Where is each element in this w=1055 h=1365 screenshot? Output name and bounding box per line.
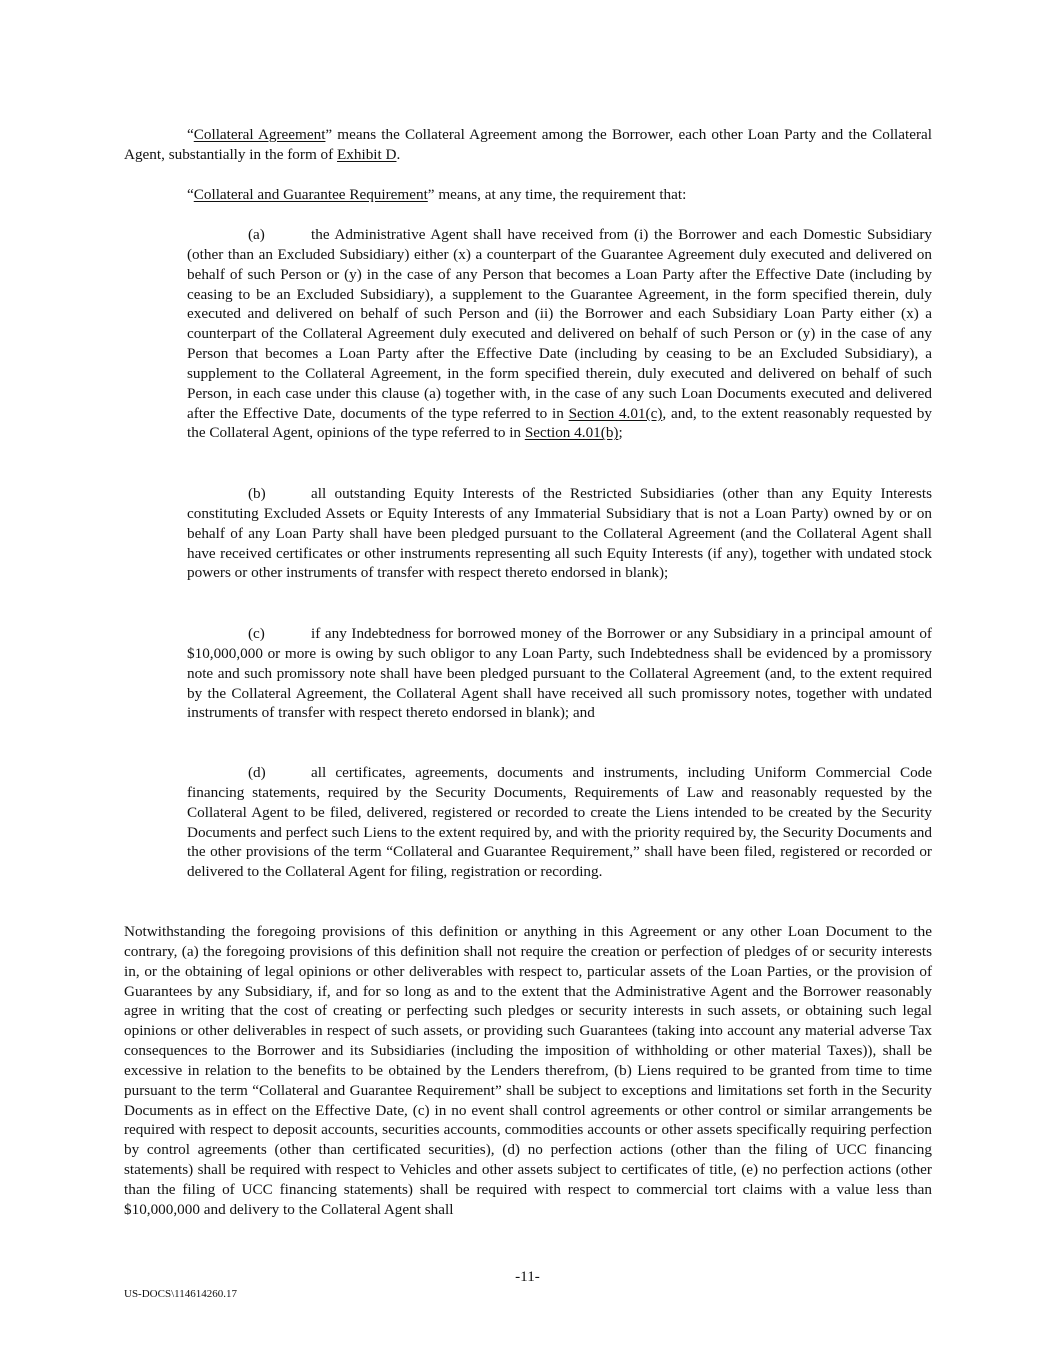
- exhibit-d-reference: Exhibit D: [337, 145, 397, 163]
- defined-term-collateral-and-guarantee-requirement: Collateral and Guarantee Requirement: [193, 186, 428, 203]
- defined-term-collateral-agreement: Collateral Agreement: [193, 126, 326, 143]
- definition-collateral-agreement: “Collateral Agreement” means the Collateral Agreement among the Borrower, each other Loan Party and the Collateral Agent, substantially in the form of Exhibit D.: [124, 126, 932, 163]
- document-id: US-DOCS\114614260.17: [124, 1288, 237, 1300]
- clause-d-label: (d): [248, 764, 266, 781]
- clause-c-label: (c): [248, 625, 265, 642]
- clause-b: (b) all outstanding Equity Interests of the Restricted Subsidiaries (other than any Equity Interests constituting Excluded Assets or Equity Interests of any Immaterial Subsidiary that is not a Loan Party) owned by or on behalf of any Loan Party shall have been pledged pursuant to the Collateral Agreement (and the Collateral Agent shall have received certificates or other instruments representing all such Equity Interests (if any), together with undated stock powers or other instruments of transfer with respect thereto endorsed in blank);: [187, 485, 932, 582]
- clause-c: (c) if any Indebtedness for borrowed money of the Borrower or any Subsidiary in a principal amount of $10,000,000 or more is owing by such obligor to any Loan Party, such Indebtedness shall be evidenced by a promissory note and such promissory note shall have been pledged pursuant to the Collateral Agreement (and, to the extent required by the Collateral Agreement, the Collateral Agent shall have received all such promissory notes, together with undated instruments of transfer with respect thereto endorsed in blank); and: [187, 625, 932, 722]
- notwithstanding-paragraph: Notwithstanding the foregoing provisions of this definition or anything in this Agreement or any other Loan Document to the contrary, (a) the foregoing provisions of this definition shall not require the creation or perfection of pledges of or security interests in, or the obtaining of legal opinions or other deliverables with respect to, particular assets of the Loan Parties, or the provision of Guarantees by any Subsidiary, if, and for so long as and to the extent that the Administrative Agent and the Borrower reasonably agree in writing that the cost of creating or perfecting such pledges or security interests in such assets, or obtaining such legal opinions or other deliverables in respect of such assets, or providing such Guarantees (taking into account any material adverse Tax consequences to the Borrower and its Subsidiaries (including the imposition of withholding or other material Taxes)), shall be excessive in relation to the benefits to be obtained by the Lenders therefrom, (b) Liens required to be granted from time to time pursuant to the term “Collateral and Guarantee Requirement” shall be subject to exceptions and limitations set forth in the Security Documents as in effect on the Effective Date, (c) in no event shall control agreements or other control or similar arrangements be required with respect to deposit accounts, securities accounts, commodities accounts or other assets specifically requiring perfection by control agreements (other than certificated securities), (d) no perfection actions (other than the filing of UCC financing statements) shall be required with respect to Vehicles and other assets subject to certificates of title, (e) no perfection actions (other than the filing of UCC financing statements) shall be required with respect to commercial tort claims with a value less than $10,000,000 and delivery to the Collateral Agent shall: [124, 923, 932, 1218]
- page-number: -11-: [515, 1268, 540, 1285]
- clause-a: (a) the Administrative Agent shall have received from (i) the Borrower and each Domestic Subsidiary (other than an Excluded Subsidiary) either (x) a counterpart of the Guarantee Agreement duly executed and delivered on behalf of such Person or (y) in the case of any Person that becomes a Loan Party after the Effective Date (including by ceasing to be an Excluded Subsidiary), a supplement to the Guarantee Agreement, in the form specified therein, duly executed and delivered on behalf of such Person and (ii) the Borrower and each Subsidiary Loan Party either (x) a counterpart of the Collateral Agreement duly executed and delivered on behalf of such Person or (y) in the case of any Person that becomes a Loan Party after the Effective Date (including by ceasing to be an Excluded Subsidiary), a supplement to the Collateral Agreement, in the form specified therein, duly executed and delivered on behalf of such Person, in each case under this clause (a) together with, in the case of any such Loan Documents executed and delivered after the Effective Date, documents of the type referred to in Section 4.01(c), and, to the extent reasonably requested by the Collateral Agent, opinions of the type referred to in Section 4.01(b);: [187, 226, 932, 442]
- definition-collateral-and-guarantee-requirement: “Collateral and Guarantee Requirement” means, at any time, the requirement that:: [187, 186, 687, 203]
- section-4-01-b-reference: Section 4.01(b): [524, 424, 619, 442]
- clause-a-label: (a): [248, 226, 265, 243]
- clause-d: (d) all certificates, agreements, documents and instruments, including Uniform Commercial Code financing statements, required by the Security Documents, Requirements of Law and reasonably requested by the Collateral Agent to be filed, delivered, registered or recorded to create the Liens intended to be created by the Security Documents and perfect such Liens to the extent required by, and with the priority required by, the Security Documents and the other provisions of the term “Collateral and Guarantee Requirement,” shall have been filed, registered or recorded or delivered to the Collateral Agent for filing, registration or recording.: [187, 764, 932, 881]
- section-4-01-c-reference: Section 4.01(c): [568, 404, 663, 422]
- clause-b-label: (b): [248, 485, 266, 502]
